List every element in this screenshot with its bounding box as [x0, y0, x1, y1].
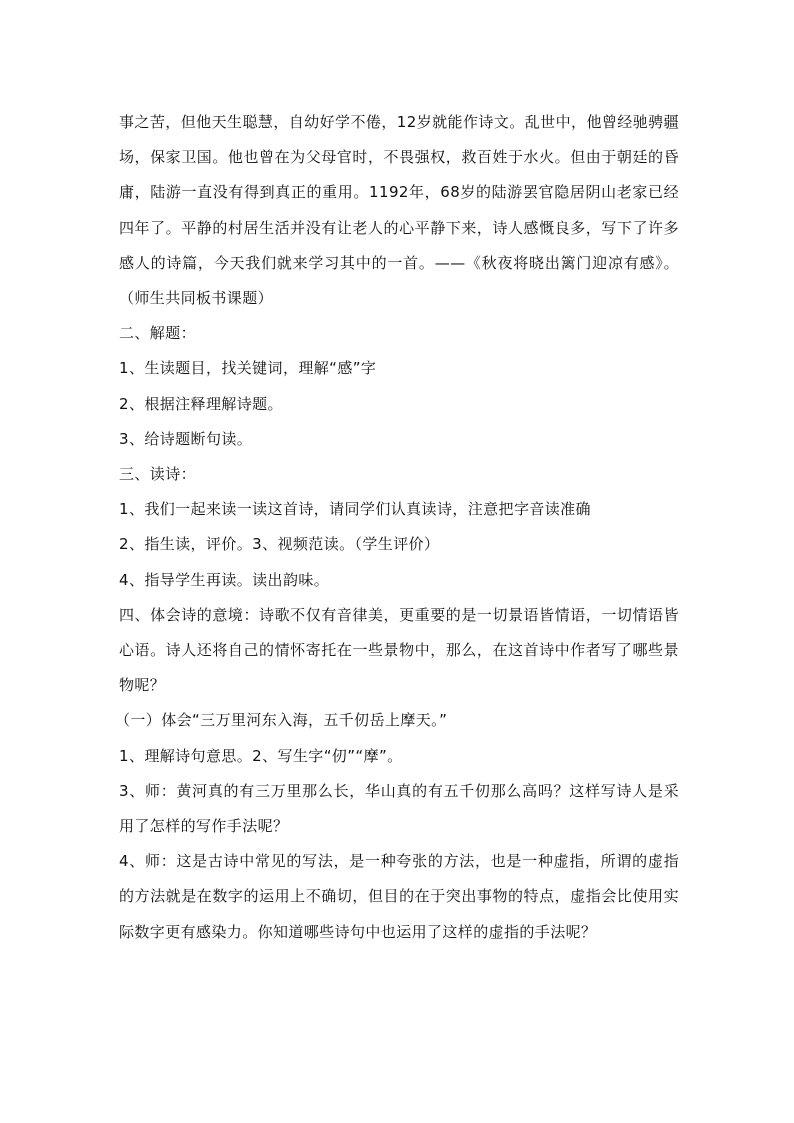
section-heading-dushi: 三、读诗： — [119, 465, 197, 484]
list-item: 4、指导学生再读。读出韵味。 — [119, 570, 330, 589]
subsection-heading: （一）体会“三万里河东入海，五千仞岳上摩天。” — [115, 711, 448, 730]
list-item: 1、我们一起来读一读这首诗，请同学们认真读诗，注意把字音读准确 — [119, 500, 591, 519]
list-item: 3、给诗题断句读。 — [119, 429, 253, 448]
list-item: 2、根据注释理解诗题。 — [119, 394, 283, 413]
list-item: 1、理解诗句意思。2、写生字“仞”“摩”。 — [119, 746, 403, 765]
document-page — [115, 105, 679, 950]
list-item: 4、师：这是古诗中常见的写法，是一种夸张的方法，也是一种虚指，所谓的虚指的方法就是在数字的运用上不确切，但目的在于突出事物的特点，虚指会比使用实际数字更有感染力。你知道哪些诗句中也运用了这样的虚指的手法呢？ — [119, 852, 679, 941]
list-item: 1、生读题目，找关键词，理解“感”字 — [119, 359, 377, 378]
section-heading-yijing: 四、体会诗的意境：诗歌不仅有音律美，更重要的是一切景语皆情语，一切情语皆心语。诗人还将自己的情怀寄托在一些景物中，那么，在这首诗中作者写了哪些景物呢？ — [119, 605, 679, 695]
list-item: 2、指生读，评价。3、视频范读。（学生评价） — [119, 535, 440, 554]
section-heading-jieti: 二、解题： — [119, 324, 197, 343]
list-item: 3、师：黄河真的有三万里那么长，华山真的有五千仞那么高吗？这样写诗人是采用了怎样的写作手法呢？ — [119, 781, 679, 836]
paragraph-intro: 事之苦，但他天生聪慧，自幼好学不倦，12岁就能作诗文。乱世中，他曾经驰骋疆场，保家卫国。他也曾在为父母官时，不畏强权，救百姓于水火。但由于朝廷的昏庸，陆游一直没有得到真正的重用。1192年，68岁的陆游罢官隐居阴山老家已经四年了。平静的村居生活并没有让老人的心平静下来，诗人感慨良多，写下了许多感人的诗篇，今天我们就来学习其中的一首。——《秋夜将晓出篱门迎凉有感》。（师生共同板书课题） — [119, 113, 679, 308]
